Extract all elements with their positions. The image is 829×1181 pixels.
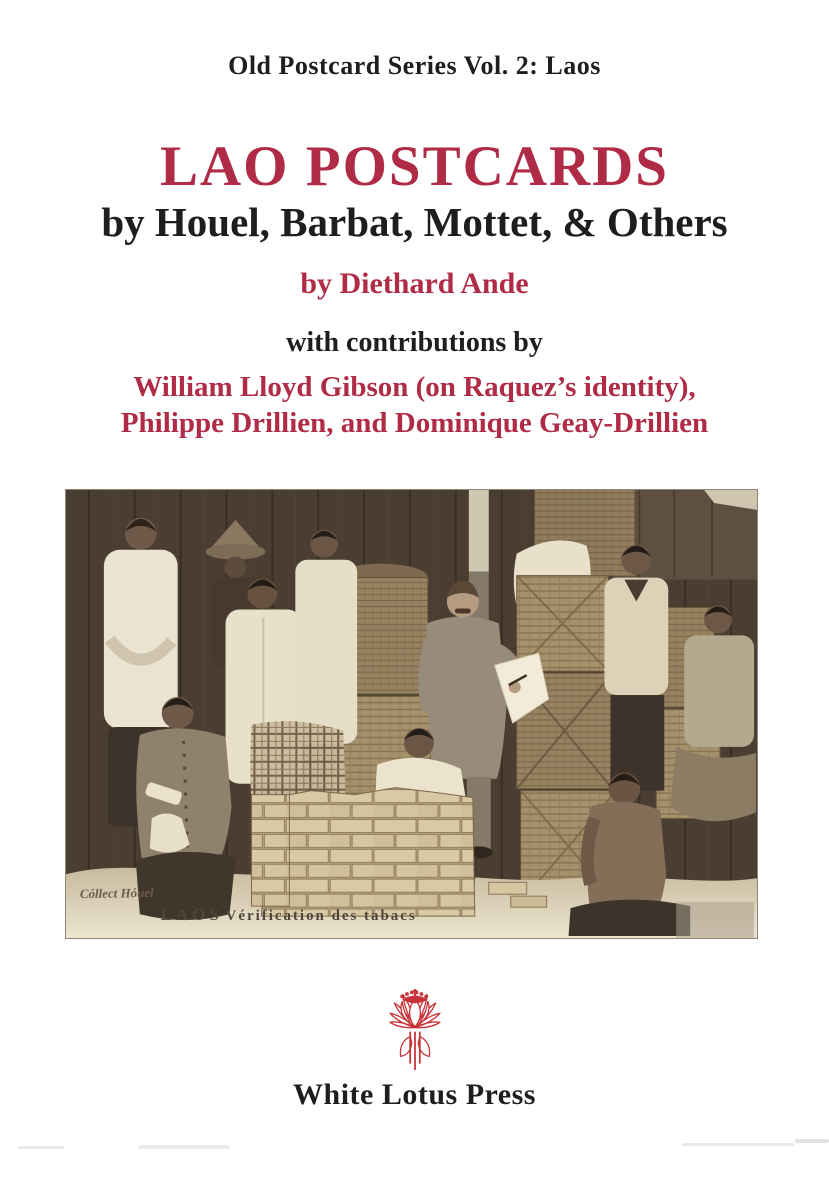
scan-artifact: [682, 1143, 794, 1146]
collection-signature: Cóllect Hóuel: [79, 884, 154, 902]
white-lotus-logo: [0, 982, 829, 1074]
subtitle-authors: by Houel, Barbat, Mottet, & Others: [101, 199, 728, 245]
contributors-intro: with contributions by: [286, 327, 543, 358]
scan-gray-block: [676, 902, 754, 938]
scan-artifact: [18, 1146, 64, 1149]
publisher-name: White Lotus Press: [293, 1078, 536, 1111]
contributors-line-1: William Lloyd Gibson (on Raquez’s identity),: [133, 371, 696, 403]
scan-artifact: [795, 1139, 829, 1143]
author-line: by Diethard Ande: [300, 267, 529, 300]
postcard-photo-illustration: [66, 490, 757, 938]
scan-artifact: [138, 1145, 230, 1149]
caption-place: LAOS: [160, 905, 223, 925]
series-title: Old Postcard Series Vol. 2: Laos: [228, 51, 601, 80]
cover-photograph: [65, 489, 758, 939]
contributors-line-2: Philippe Drillien, and Dominique Geay-Drillien: [120, 407, 709, 439]
caption-text: Vérification des tabacs: [225, 908, 417, 925]
main-title: LAO POSTCARDS: [160, 135, 669, 198]
lotus-flower-icon: [375, 982, 455, 1074]
